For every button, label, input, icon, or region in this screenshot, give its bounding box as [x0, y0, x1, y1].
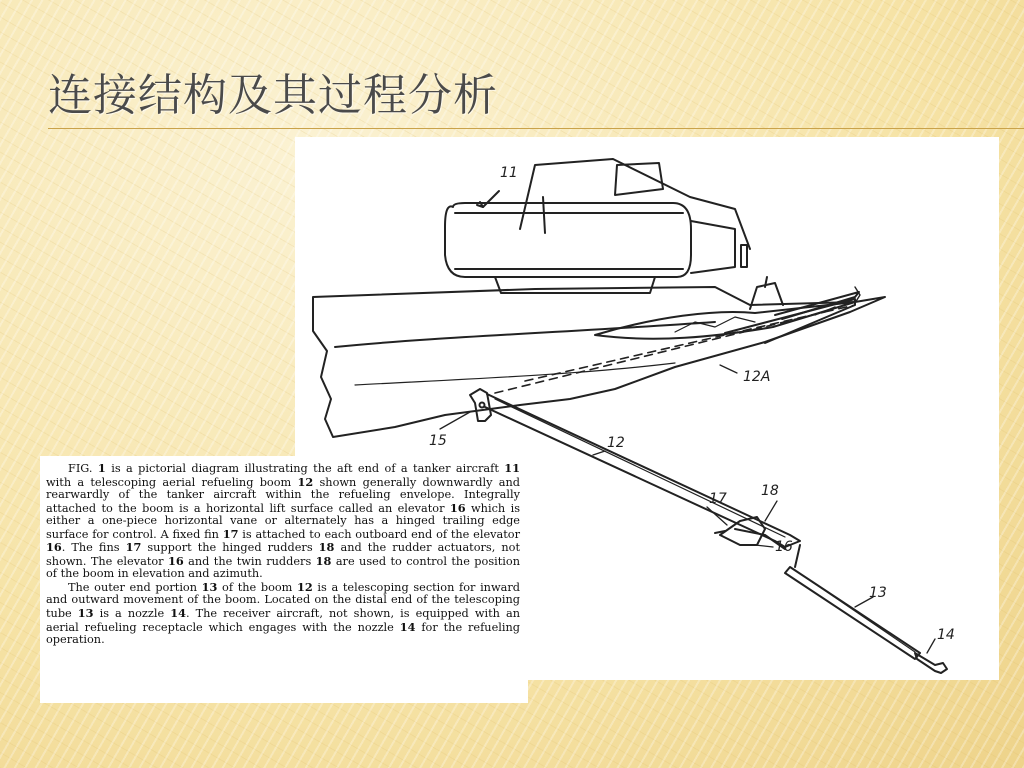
- text-run: are used to control the position of the boom in elevation and azimuth.: [46, 554, 520, 581]
- reference-number: 13: [201, 579, 218, 594]
- text-run: is a nozzle: [93, 607, 171, 621]
- text-run: for the refueling operation.: [46, 620, 520, 647]
- text-run: and the twin rudders: [183, 554, 316, 568]
- text-run: . The receiver aircraft, not shown, is equipped with an aerial refueling receptacle which engages with the nozzle: [46, 607, 520, 634]
- fuselage: [313, 287, 885, 437]
- text-run: of the boom: [217, 580, 298, 594]
- text-run: FIG.: [68, 462, 98, 475]
- label-14: 14: [937, 627, 955, 643]
- engine-nacelle: [445, 203, 691, 277]
- label-18: 18: [761, 483, 779, 499]
- text-run: with a telescoping aerial refueling boom: [46, 475, 298, 489]
- reference-number: 12: [297, 579, 313, 594]
- reference-number: 16: [449, 500, 466, 515]
- reference-number: 17: [222, 526, 239, 541]
- patent-text-excerpt: [40, 456, 528, 703]
- reference-number: 18: [315, 553, 332, 568]
- text-run: shown generally downwardly and rearwardly of the tanker aircraft within the refueling envelope. Integrally attached to the boom is a horizontal lift surface called an elevator: [46, 475, 520, 515]
- text-paragraph-1: [46, 462, 520, 581]
- text-run: is attached to each outboard end of the elevator: [238, 527, 520, 541]
- text-run: . The fins: [61, 541, 126, 555]
- label-12a: 12A: [743, 369, 771, 385]
- label-15: 15: [429, 433, 447, 449]
- boom-alternate-dashed: [495, 312, 825, 393]
- reference-number: 16: [46, 540, 62, 555]
- reference-number: 18: [318, 540, 335, 555]
- nozzle: [915, 653, 947, 673]
- telescoping-tube: [785, 567, 920, 659]
- text-run: is a telescoping section for inward and outward movement of the boom. Located on the distal end of the telescoping tube: [46, 580, 520, 621]
- slide-title: 连接结构及其过程分析: [48, 70, 498, 121]
- text-run: which is either a one-piece horizontal vane or alternately has a hinged trailing edge surface for control. A fixed fin: [46, 501, 520, 541]
- label-16: 16: [775, 539, 793, 555]
- reference-number: 17: [125, 540, 142, 555]
- text-run: The outer end portion: [68, 580, 202, 594]
- title-divider: [48, 128, 1024, 129]
- label-17: 17: [709, 491, 727, 507]
- text-run: and the rudder actuators, not shown. The elevator: [46, 541, 520, 568]
- label-12: 12: [607, 435, 625, 451]
- reference-number: 1: [97, 461, 106, 475]
- text-run: is a pictorial diagram illustrating the aft end of a tanker aircraft: [105, 462, 505, 475]
- reference-number: 14: [399, 619, 416, 634]
- text-run: support the hinged rudders: [141, 541, 319, 555]
- text-paragraph-2: [46, 581, 520, 647]
- antenna-block: [615, 163, 663, 195]
- reference-number: 16: [168, 553, 184, 568]
- label-13: 13: [869, 585, 887, 601]
- label-11: 11: [500, 165, 518, 181]
- reference-number: 11: [504, 461, 520, 475]
- reference-number: 12: [297, 474, 314, 489]
- reference-number: 13: [77, 606, 94, 621]
- reference-number: 14: [170, 606, 186, 621]
